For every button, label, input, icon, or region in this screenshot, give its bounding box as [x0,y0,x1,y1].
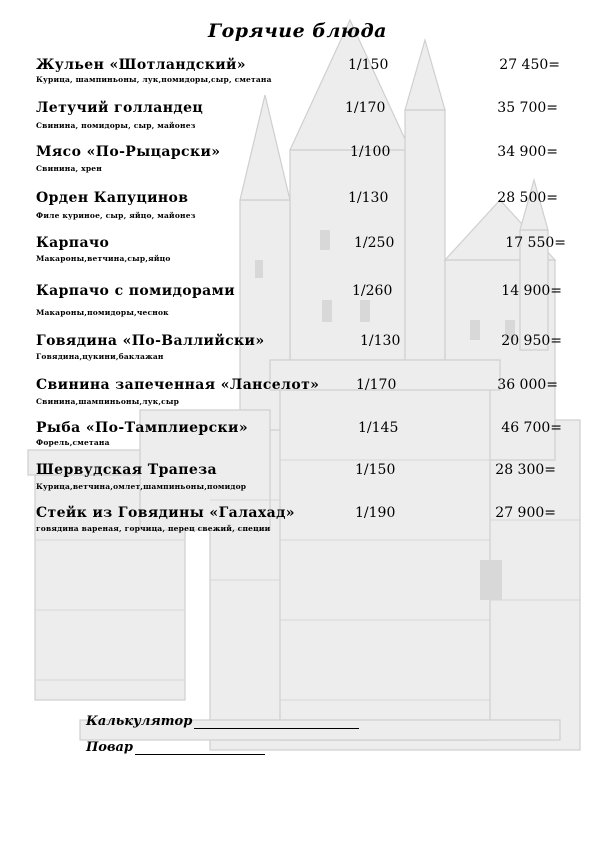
dish-name: Стейк из Говядины «Галахад» [36,505,295,521]
dish-name: Рыба «По-Тамплиерски» [36,420,248,436]
dish-portion: 1/170 [356,377,397,393]
dish-description: Макароны,помидоры,чеснок [36,308,169,317]
dish-description: Свинина, хрен [36,164,102,173]
dish-price: 34 900= [497,144,558,160]
dish-price: 35 700= [497,100,558,116]
dish-portion: 1/150 [348,57,389,73]
cook-label: Повар [86,740,134,755]
dish-name: Говядина «По-Валлийски» [36,333,265,349]
dish-description: говядина вареная, горчица, перец свежий, специи [36,524,271,533]
dish-description: Говядина,цукини,баклажан [36,352,164,361]
dish-name: Шервудская Трапеза [36,462,218,478]
dish-price: 27 450= [499,57,560,73]
cook-signature-line [135,741,265,755]
dish-portion: 1/170 [345,100,386,116]
dish-name: Мясо «По-Рыцарски» [36,144,221,160]
dish-name: Свинина запеченная «Ланселот» [36,377,320,393]
dish-portion: 1/130 [348,190,389,206]
dish-price: 14 900= [501,283,562,299]
calculator-label: Калькулятор [86,714,193,729]
dish-price: 27 900= [495,505,556,521]
dish-price: 46 700= [501,420,562,436]
dish-description: Свинина, помидоры, сыр, майонез [36,121,196,130]
page-title: Горячие блюда [208,20,387,42]
dish-name: Летучий голландец [36,100,204,116]
dish-price: 17 550= [505,235,566,251]
dish-portion: 1/190 [355,505,396,521]
calculator-signature-line [194,715,359,729]
dish-description: Макароны,ветчина,сыр,яйцо [36,254,171,263]
dish-description: Филе куриное, сыр, яйцо, майонез [36,211,196,220]
dish-price: 20 950= [501,333,562,349]
calculator-signature [86,714,359,729]
cook-signature [86,740,265,755]
dish-portion: 1/130 [360,333,401,349]
dish-portion: 1/250 [354,235,395,251]
dish-name: Орден Капуцинов [36,190,189,206]
dish-price: 36 000= [497,377,558,393]
dish-description: Свинина,шампиньоны,лук,сыр [36,397,180,406]
dish-description: Курица,ветчина,омлет,шампиньоны,помидор [36,482,247,491]
dish-name: Карпачо [36,235,110,251]
dish-name: Жульен «Шотландский» [36,57,246,73]
dish-name: Карпачо с помидорами [36,283,235,299]
dish-price: 28 300= [495,462,556,478]
dish-description: Курица, шампиньоны, лук,помидоры,сыр, сметана [36,75,272,84]
dish-price: 28 500= [497,190,558,206]
dish-portion: 1/145 [358,420,399,436]
dish-portion: 1/260 [352,283,393,299]
dish-description: Форель,сметана [36,438,110,447]
dish-portion: 1/150 [355,462,396,478]
dish-portion: 1/100 [350,144,391,160]
